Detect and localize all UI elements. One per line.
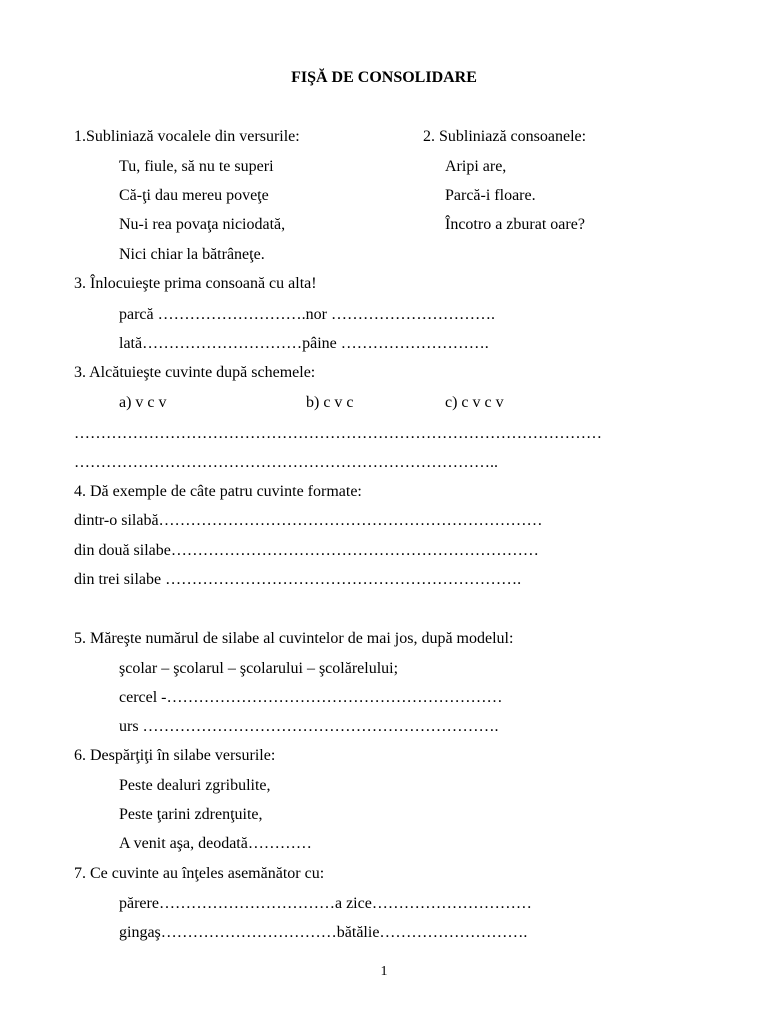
answer-dotted-line: …………………………………………………………………….. <box>74 454 498 471</box>
exercise-3a-heading: 3. Înlocuieşte prima consoană cu alta! <box>74 275 317 292</box>
exercise-6-verse: Peste dealuri zgribulite, <box>119 777 271 794</box>
exercise-1-verse: Nici chiar la bătrâneţe. <box>119 246 265 263</box>
exercise-5-heading: 5. Măreşte numărul de silabe al cuvintelor de mai jos, după modelul: <box>74 630 514 647</box>
exercise-5-line: cercel -……………………………………………………… <box>119 689 503 706</box>
exercise-2-verse: Parcă-i floare. <box>445 187 536 204</box>
answer-dotted-line: ……………………………………………………………………………………… <box>74 425 602 442</box>
exercise-1-verse: Tu, fiule, să nu te superi <box>119 158 274 175</box>
exercise-1-verse: Nu-i rea povaţa niciodată, <box>119 216 286 233</box>
exercise-5-line: urs …………………………………………………………. <box>119 718 499 735</box>
exercise-1-heading: 1.Subliniază vocalele din versurile: <box>74 128 300 145</box>
exercise-7-line: gingaş……………………………bătălie………………………. <box>119 924 528 941</box>
exercise-3a-line: parcă ……………………….nor …………………………. <box>119 306 495 323</box>
exercise-4-line: din două silabe…………………………………………………………… <box>74 542 539 559</box>
exercise-1-verse: Că-ţi dau mereu poveţe <box>119 187 269 204</box>
exercise-7-line: părere……………………………a zice………………………… <box>119 895 532 912</box>
exercise-2-heading: 2. Subliniază consoanele: <box>423 128 587 145</box>
exercise-5-line: şcolar – şcolarul – şcolarului – şcolărelului; <box>119 660 399 677</box>
exercise-3b-heading: 3. Alcătuieşte cuvinte după schemele: <box>74 364 316 381</box>
scheme-b: b) c v c <box>306 394 354 411</box>
page-number: 1 <box>380 964 388 979</box>
exercise-7-heading: 7. Ce cuvinte au înţeles asemănător cu: <box>74 865 325 882</box>
page-title: FIŞĂ DE CONSOLIDARE <box>291 69 477 86</box>
exercise-6-verse: Peste ţarini zdrenţuite, <box>119 806 263 823</box>
exercise-4-line: dintr-o silabă……………………………………………………………… <box>74 512 543 529</box>
exercise-3a-line: lată…………………………pâine ………………………. <box>119 335 489 352</box>
exercise-4-line: din trei silabe …………………………………………………………. <box>74 571 522 588</box>
exercise-2-verse: Încotro a zburat oare? <box>445 216 585 233</box>
exercise-6-heading: 6. Despărţiţi în silabe versurile: <box>74 747 276 764</box>
scheme-a: a) v c v <box>119 394 167 411</box>
exercise-2-verse: Aripi are, <box>445 158 507 175</box>
exercise-6-verse: A venit aşa, deodată………… <box>119 835 312 852</box>
scheme-c: c) c v c v <box>445 394 504 411</box>
exercise-4-heading: 4. Dă exemple de câte patru cuvinte formate: <box>74 483 362 500</box>
